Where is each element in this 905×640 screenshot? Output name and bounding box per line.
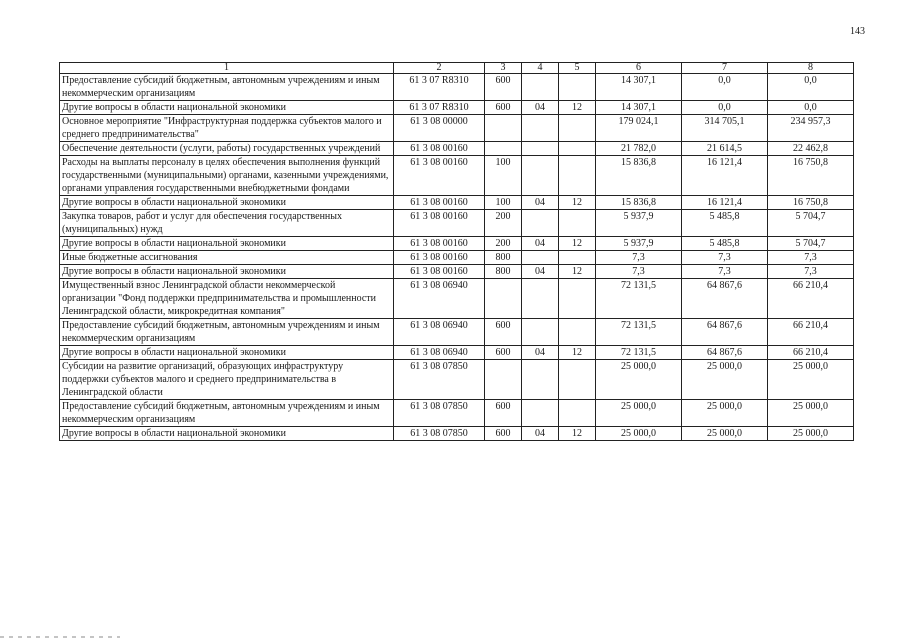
table-row [60,265,854,279]
amount-year3-cell: 25 000,0 [768,360,854,400]
amount-year2-cell: 25 000,0 [682,400,768,427]
amount-year1-cell: 72 131,5 [596,346,682,360]
item-name-cell: Предоставление субсидий бюджетным, автономным учреждениям и иным некоммерческим организациям [60,319,394,346]
section-cell: 04 [522,265,559,279]
amount-year3-cell: 0,0 [768,101,854,115]
amount-year1-cell: 5 937,9 [596,237,682,251]
amount-year3-cell: 0,0 [768,74,854,101]
subsection-cell: 12 [559,427,596,441]
amount-year3-cell: 16 750,8 [768,196,854,210]
target-code-cell: 61 3 08 00000 [394,115,485,142]
item-name-cell: Закупка товаров, работ и услуг для обеспечения государственных (муниципальных) нужд [60,210,394,237]
amount-year3-cell: 16 750,8 [768,156,854,196]
item-name-cell: Другие вопросы в области национальной экономики [60,427,394,441]
amount-year3-cell: 234 957,3 [768,115,854,142]
expense-type-cell: 600 [485,101,522,115]
item-name-cell: Предоставление субсидий бюджетным, автономным учреждениям и иным некоммерческим организациям [60,400,394,427]
expense-type-cell: 800 [485,251,522,265]
subsection-cell [559,74,596,101]
header-cell: 7 [682,63,768,74]
item-name-cell: Другие вопросы в области национальной экономики [60,101,394,115]
item-name-cell: Другие вопросы в области национальной экономики [60,196,394,210]
page-number: 143 [850,26,865,37]
target-code-cell: 61 3 08 00160 [394,156,485,196]
target-code-cell: 61 3 08 07850 [394,427,485,441]
expense-type-cell: 600 [485,319,522,346]
section-cell [522,210,559,237]
expense-type-cell: 600 [485,427,522,441]
expense-type-cell: 200 [485,210,522,237]
amount-year2-cell: 21 614,5 [682,142,768,156]
amount-year3-cell: 7,3 [768,251,854,265]
section-cell [522,74,559,101]
section-cell [522,115,559,142]
section-cell: 04 [522,196,559,210]
table-row [60,237,854,251]
amount-year1-cell: 5 937,9 [596,210,682,237]
item-name-cell: Основное мероприятие "Инфраструктурная поддержка субъектов малого и среднего предпринимательства" [60,115,394,142]
item-name-cell: Обеспечение деятельности (услуги, работы) государственных учреждений [60,142,394,156]
amount-year1-cell: 7,3 [596,265,682,279]
budget-table [59,62,854,441]
amount-year1-cell: 7,3 [596,251,682,265]
item-name-cell: Расходы на выплаты персоналу в целях обеспечения выполнения функций государственными (муниципальными) органами, казенными учреждениями, органами управления государственными внебюджетными фондами [60,156,394,196]
subsection-cell [559,319,596,346]
header-cell: 1 [60,63,394,74]
amount-year1-cell: 14 307,1 [596,101,682,115]
subsection-cell: 12 [559,265,596,279]
subsection-cell [559,156,596,196]
table-row [60,142,854,156]
amount-year3-cell: 66 210,4 [768,319,854,346]
expense-type-cell [485,279,522,319]
amount-year1-cell: 15 836,8 [596,196,682,210]
section-cell [522,279,559,319]
amount-year2-cell: 16 121,4 [682,196,768,210]
table-body [60,74,854,441]
table-row [60,360,854,400]
amount-year2-cell: 7,3 [682,265,768,279]
target-code-cell: 61 3 08 00160 [394,265,485,279]
table-row [60,210,854,237]
amount-year2-cell: 7,3 [682,251,768,265]
expense-type-cell: 200 [485,237,522,251]
amount-year3-cell: 66 210,4 [768,279,854,319]
section-cell [522,400,559,427]
item-name-cell: Предоставление субсидий бюджетным, автономным учреждениям и иным некоммерческим организациям [60,74,394,101]
amount-year2-cell: 64 867,6 [682,319,768,346]
amount-year2-cell: 0,0 [682,101,768,115]
table-row [60,251,854,265]
table-row [60,279,854,319]
amount-year1-cell: 25 000,0 [596,360,682,400]
target-code-cell: 61 3 08 06940 [394,279,485,319]
amount-year1-cell: 25 000,0 [596,427,682,441]
item-name-cell: Другие вопросы в области национальной экономики [60,237,394,251]
table-row [60,101,854,115]
expense-type-cell [485,142,522,156]
item-name-cell: Другие вопросы в области национальной экономики [60,346,394,360]
expense-type-cell: 800 [485,265,522,279]
amount-year1-cell: 25 000,0 [596,400,682,427]
expense-type-cell: 100 [485,196,522,210]
section-cell [522,360,559,400]
table-row [60,115,854,142]
header-row [60,63,854,74]
subsection-cell: 12 [559,101,596,115]
amount-year2-cell: 5 485,8 [682,210,768,237]
subsection-cell: 12 [559,237,596,251]
expense-type-cell: 600 [485,74,522,101]
subsection-cell [559,360,596,400]
amount-year1-cell: 15 836,8 [596,156,682,196]
subsection-cell [559,251,596,265]
subsection-cell [559,142,596,156]
target-code-cell: 61 3 08 00160 [394,210,485,237]
header-cell: 6 [596,63,682,74]
table-row [60,319,854,346]
amount-year3-cell: 22 462,8 [768,142,854,156]
amount-year2-cell: 314 705,1 [682,115,768,142]
header-cell: 4 [522,63,559,74]
amount-year3-cell: 5 704,7 [768,237,854,251]
table-row [60,196,854,210]
target-code-cell: 61 3 08 00160 [394,251,485,265]
header-cell: 3 [485,63,522,74]
table-row [60,74,854,101]
section-cell: 04 [522,346,559,360]
amount-year2-cell: 5 485,8 [682,237,768,251]
section-cell: 04 [522,101,559,115]
section-cell [522,251,559,265]
section-cell: 04 [522,237,559,251]
subsection-cell [559,210,596,237]
target-code-cell: 61 3 07 R8310 [394,101,485,115]
amount-year1-cell: 14 307,1 [596,74,682,101]
amount-year1-cell: 72 131,5 [596,279,682,319]
amount-year3-cell: 7,3 [768,265,854,279]
amount-year1-cell: 179 024,1 [596,115,682,142]
target-code-cell: 61 3 08 07850 [394,360,485,400]
target-code-cell: 61 3 08 07850 [394,400,485,427]
table-row [60,156,854,196]
amount-year1-cell: 21 782,0 [596,142,682,156]
expense-type-cell [485,360,522,400]
table-row [60,346,854,360]
expense-type-cell: 600 [485,400,522,427]
expense-type-cell [485,115,522,142]
amount-year2-cell: 64 867,6 [682,346,768,360]
item-name-cell: Иные бюджетные ассигнования [60,251,394,265]
amount-year3-cell: 66 210,4 [768,346,854,360]
amount-year2-cell: 16 121,4 [682,156,768,196]
amount-year1-cell: 72 131,5 [596,319,682,346]
scan-artifact [0,636,120,638]
section-cell: 04 [522,427,559,441]
amount-year2-cell: 0,0 [682,74,768,101]
expense-type-cell: 600 [485,346,522,360]
target-code-cell: 61 3 08 06940 [394,319,485,346]
header-cell: 5 [559,63,596,74]
amount-year3-cell: 25 000,0 [768,427,854,441]
amount-year2-cell: 25 000,0 [682,360,768,400]
item-name-cell: Другие вопросы в области национальной экономики [60,265,394,279]
section-cell [522,319,559,346]
item-name-cell: Имущественный взнос Ленинградской области некоммерческой организации "Фонд поддержки предпринимательства и промышленности Ленинградской области, микрокредитная компания" [60,279,394,319]
target-code-cell: 61 3 07 R8310 [394,74,485,101]
subsection-cell [559,279,596,319]
target-code-cell: 61 3 08 00160 [394,196,485,210]
table-row [60,427,854,441]
amount-year3-cell: 25 000,0 [768,400,854,427]
item-name-cell: Субсидии на развитие организаций, образующих инфраструктуру поддержки субъектов малого и среднего предпринимательства в Ленинградской области [60,360,394,400]
table-row [60,400,854,427]
section-cell [522,142,559,156]
subsection-cell: 12 [559,196,596,210]
header-cell: 2 [394,63,485,74]
target-code-cell: 61 3 08 00160 [394,142,485,156]
amount-year2-cell: 25 000,0 [682,427,768,441]
amount-year3-cell: 5 704,7 [768,210,854,237]
expense-type-cell: 100 [485,156,522,196]
header-cell: 8 [768,63,854,74]
target-code-cell: 61 3 08 00160 [394,237,485,251]
section-cell [522,156,559,196]
subsection-cell: 12 [559,346,596,360]
subsection-cell [559,115,596,142]
target-code-cell: 61 3 08 06940 [394,346,485,360]
amount-year2-cell: 64 867,6 [682,279,768,319]
subsection-cell [559,400,596,427]
